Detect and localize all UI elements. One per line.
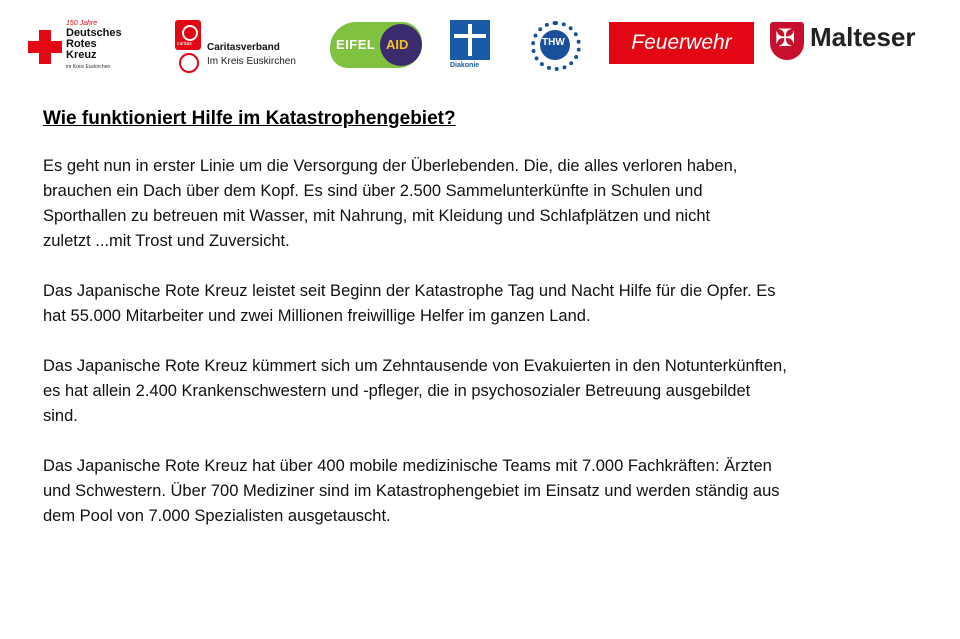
malteser-logo bbox=[770, 20, 935, 64]
malteser-label: Malteser bbox=[810, 22, 916, 52]
drk-logo bbox=[28, 20, 138, 74]
caritas-logo bbox=[175, 20, 315, 70]
diakonie-logo bbox=[450, 20, 494, 72]
caritas-ring-icon bbox=[179, 53, 199, 73]
thw-text: THW bbox=[542, 37, 565, 48]
paragraph: Das Japanische Rote Kreuz kümmert sich um Zehntausende von Evakuierten in den Notunterkünften, es hat allein 2.400 Krankenschwestern und -pfleger, die in psychosozialer Betreuung ausgebildet sind. bbox=[43, 357, 787, 425]
thw-logo bbox=[528, 18, 582, 72]
malteser-shield-icon bbox=[770, 22, 804, 60]
eifel-aid-logo bbox=[330, 22, 422, 68]
aid-word: AID bbox=[386, 37, 409, 52]
caritas-flame-icon bbox=[182, 25, 198, 41]
page-title: Wie funktioniert Hilfe im Katastrophengebiet? bbox=[43, 108, 456, 129]
diakonie-label: Diakonie bbox=[450, 62, 480, 69]
paragraph: Das Japanische Rote Kreuz hat über 400 mobile medizinische Teams mit 7.000 Fachkräften: Ärzten und Schwestern. Über 700 Mediziner sind im Katastrophengebiet im Einsatz und werden ständig aus dem Pool von 7.000 Spezialisten ausgetauscht. bbox=[43, 457, 780, 525]
eifel-word: EIFEL bbox=[336, 37, 376, 52]
diakonie-cross-icon bbox=[450, 20, 490, 60]
drk-name-line: Rotes bbox=[66, 38, 97, 50]
logo-bar bbox=[0, 0, 960, 90]
feuerwehr-logo bbox=[609, 22, 754, 64]
feuerwehr-label: Feuerwehr bbox=[631, 31, 732, 54]
drk-name-line: Deutsches bbox=[66, 27, 122, 39]
drk-badge: 150 Jahre bbox=[66, 20, 98, 27]
caritas-mark-text: caritas bbox=[177, 41, 192, 47]
paragraph: Das Japanische Rote Kreuz leistet seit Beginn der Katastrophe Tag und Nacht Hilfe für die Opfer. Es hat 55.000 Mitarbeiter und zwei Millionen freiwillige Helfer im ganzen Land. bbox=[43, 282, 776, 325]
paragraph: Es geht nun in erster Linie um die Versorgung der Überlebenden. Die, die alles verloren haben, brauchen ein Dach über dem Kopf. Es sind über 2.500 Sammelunterkünfte in Schulen und Sporthallen zu betreuen mit Wasser, mit Nahrung, mit Kleidung und Schlafplätzen und nicht zuletzt ...mit Trost und Zuversicht. bbox=[43, 157, 738, 250]
document-body bbox=[43, 108, 933, 554]
drk-subtitle: im Kreis Euskirchen bbox=[66, 64, 111, 70]
caritas-subtitle: Im Kreis Euskirchen bbox=[207, 56, 296, 67]
caritas-title: Caritasverband bbox=[207, 42, 280, 53]
maltese-cross-icon: ✠ bbox=[775, 25, 796, 52]
drk-name-line: Kreuz bbox=[66, 49, 97, 61]
caritas-mark-icon bbox=[175, 20, 201, 50]
red-cross-icon bbox=[28, 30, 62, 64]
drk-name bbox=[66, 28, 136, 61]
